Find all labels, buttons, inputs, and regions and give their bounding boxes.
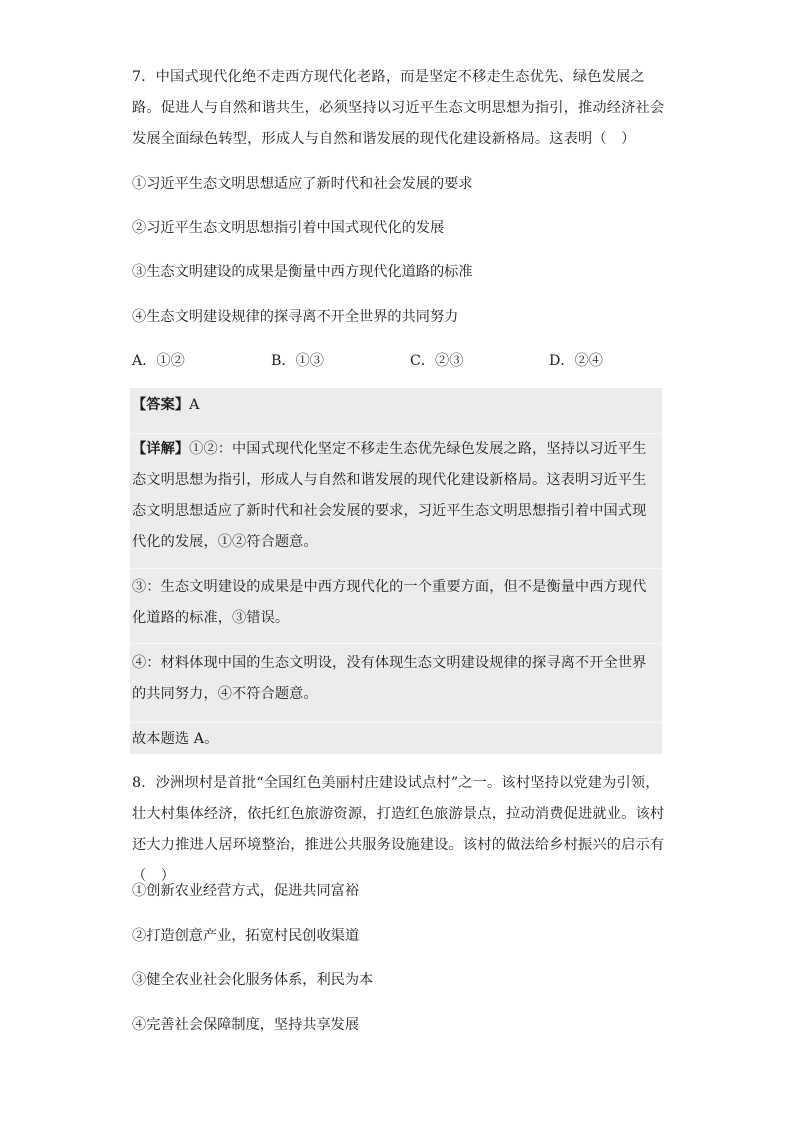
divider <box>130 643 662 644</box>
question-7-stem: 7．中国式现代化绝不走西方现代化老路，而是坚定不移走生态优先、绿色发展之路。促进人与自然和谐共生，必须坚持以习近平生态文明思想为指引，推动经济社会发展全面绿色转型，形成人与自然和谐发展的现代化建设新格局。这表明（ ） <box>132 69 665 147</box>
question-8-option-1: ①创新农业经营方式，促进共同富裕 <box>132 883 360 899</box>
question-7-option-4: ④生态文明建设规律的探寻离不开全世界的共同努力 <box>132 309 459 325</box>
question-8-option-3: ③健全农业社会化服务体系，利民为本 <box>132 972 374 988</box>
question-8-option-4: ④完善社会保障制度，坚持共享发展 <box>132 1017 360 1033</box>
question-7-option-2: ②习近平生态文明思想指引着中国式现代化的发展 <box>132 220 445 236</box>
question-7-option-1: ①习近平生态文明思想适应了新时代和社会发展的要求 <box>132 176 473 192</box>
question-8-option-2: ②打造创意产业，拓宽村民创收渠道 <box>132 928 360 944</box>
question-8-stem: 8．沙洲坝村是首批“全国红色美丽村庄建设试点村”之一。该村坚持以党建为引领，壮大村集体经济，依托红色旅游资源，打造红色旅游景点，拉动消费促进就业。该村还大力推进人居环境整治，推进公共服务设施建设。该村的做法给乡村振兴的启示有（ ） <box>132 775 665 884</box>
divider <box>130 568 662 569</box>
detail-paragraph-2: ③：生态文明建设的成果是中西方现代化的一个重要方面，但不是衡量中西方现代化道路的标准，③错误。 <box>132 579 647 626</box>
answer-line <box>132 390 660 421</box>
question-7-choice-c: C．②③ <box>410 353 464 369</box>
question-7-option-3: ③生态文明建设的成果是衡量中西方现代化道路的标准 <box>132 264 473 280</box>
answer-label: 【答案】 <box>132 397 190 413</box>
answer-conclusion: 故本题选 A。 <box>132 731 219 747</box>
answer-value: A <box>189 397 200 413</box>
divider <box>130 722 662 723</box>
question-7-choice-a: A．①② <box>132 353 185 369</box>
question-7-choice-b: B．①③ <box>271 353 324 369</box>
detail-label: 【详解】 <box>132 441 190 457</box>
detail-paragraph-1 <box>132 434 660 558</box>
detail-paragraph-3: ④：材料体现中国的生态文明设，没有体现生态文明建设规律的探寻离不开全世界的共同努力，④不符合题意。 <box>132 655 647 702</box>
detail-text-1: ①②：中国式现代化坚定不移走生态优先绿色发展之路，坚持以习近平生态文明思想为指引，形成人与自然和谐发展的现代化建设新格局。这表明习近平生态文明思想适应了新时代和社会发展的要求，习近平生态文明思想指引着中国式现代化的发展，①②符合题意。 <box>132 441 647 550</box>
question-7-choice-d: D．②④ <box>549 353 603 369</box>
